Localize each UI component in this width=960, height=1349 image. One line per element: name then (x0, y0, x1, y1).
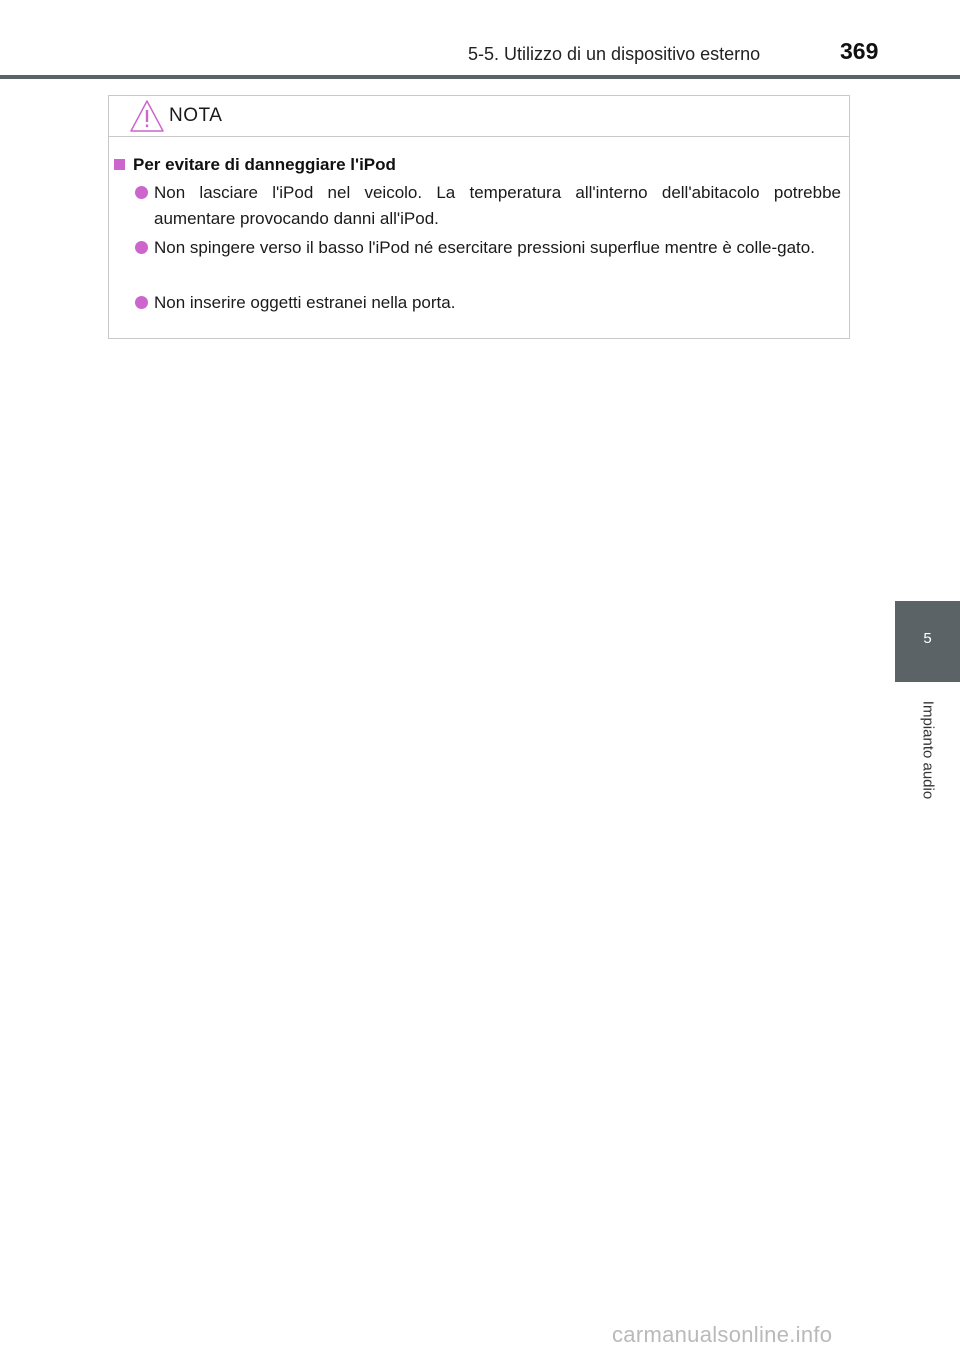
warning-triangle-icon (129, 99, 165, 133)
notice-heading-text: Per evitare di danneggiare l'iPod (133, 155, 396, 174)
page-number: 369 (840, 38, 879, 64)
list-item (135, 290, 841, 316)
list-item-text: Non inserire oggetti estranei nella porta. (154, 293, 456, 312)
bullet-dot-icon (135, 241, 148, 254)
list-item-text: Non lasciare l'iPod nel veicolo. La temperatura all'interno dell'abitacolo potrebbe aumentare provocando danni all'iPod. (154, 183, 841, 228)
square-bullet-icon (114, 159, 125, 170)
list-item (135, 235, 841, 261)
watermark: carmanualsonline.info (612, 1322, 833, 1347)
list-item-text: Non spingere verso il basso l'iPod né esercitare pressioni superflue mentre è colle-gato. (154, 238, 815, 257)
notice-header (109, 96, 849, 137)
section-title: 5-5. Utilizzo di un dispositivo esterno (468, 44, 761, 64)
chapter-label: Impianto audio (919, 700, 937, 800)
chapter-tab (895, 601, 960, 682)
notice-heading (114, 155, 396, 175)
notice-label: NOTA (169, 105, 223, 126)
chapter-number: 5 (923, 630, 932, 647)
list-item (135, 180, 841, 232)
notice-box (108, 95, 850, 339)
bullet-dot-icon (135, 296, 148, 309)
header-rule (0, 75, 960, 79)
bullet-dot-icon (135, 186, 148, 199)
